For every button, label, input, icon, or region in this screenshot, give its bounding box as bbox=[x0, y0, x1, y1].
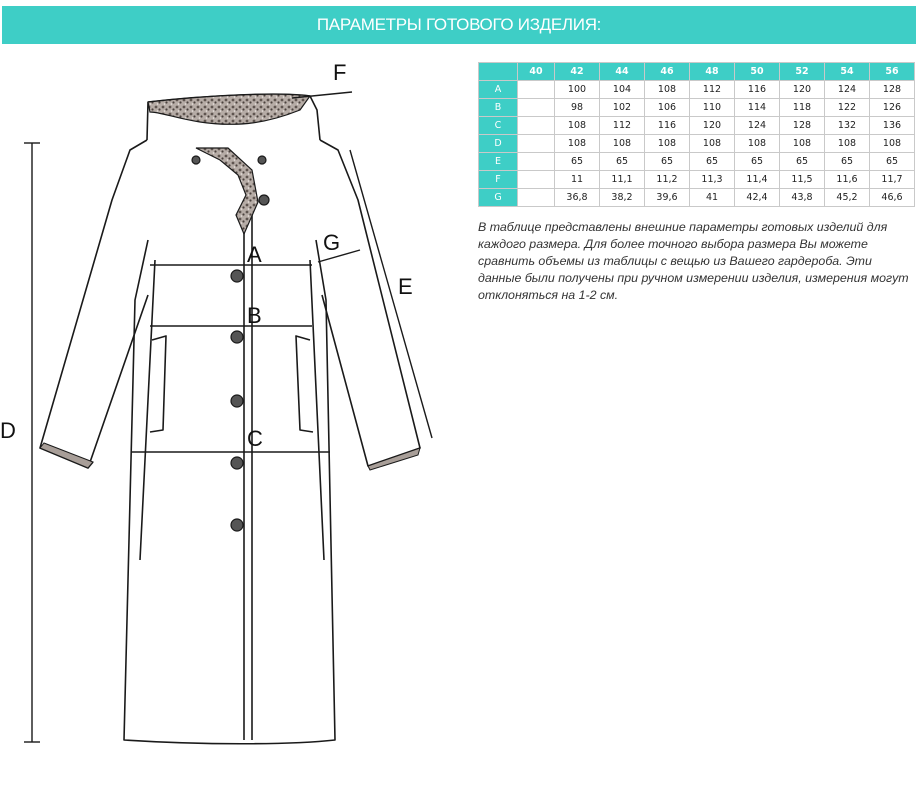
measurement-label-g: G bbox=[323, 230, 341, 255]
measurement-label-b: B bbox=[247, 303, 262, 328]
table-cell bbox=[518, 81, 555, 99]
table-cell: 65 bbox=[555, 153, 600, 171]
table-cell: 65 bbox=[825, 153, 870, 171]
table-cell bbox=[518, 153, 555, 171]
measurement-note: В таблице представлены внешние параметры готовых изделий для каждого размера. Для более точного выбора размера Вы можете сравнить объемы из таблицы с вещью из Вашего гардероба. Эти данные были получены при ручном измерении изделия, измерения могут отклоняться на 1-2 см. bbox=[478, 220, 909, 302]
row-label: E bbox=[479, 153, 518, 171]
table-cell: 11,1 bbox=[600, 171, 645, 189]
table-cell: 124 bbox=[825, 81, 870, 99]
table-cell: 114 bbox=[735, 99, 780, 117]
table-cell: 42,4 bbox=[735, 189, 780, 207]
coat-button bbox=[231, 270, 243, 282]
row-label: F bbox=[479, 171, 518, 189]
measurement-label-c: C bbox=[247, 426, 263, 451]
table-cell: 108 bbox=[780, 135, 825, 153]
measurement-label-d: D bbox=[0, 418, 16, 443]
table-cell: 110 bbox=[690, 99, 735, 117]
measurement-label-a: A bbox=[247, 242, 262, 267]
table-cell: 108 bbox=[645, 81, 690, 99]
coat-button bbox=[231, 395, 243, 407]
size-header: 40 bbox=[518, 63, 555, 81]
table-cell: 108 bbox=[600, 135, 645, 153]
table-cell: 11,7 bbox=[870, 171, 915, 189]
table-row bbox=[479, 135, 915, 153]
page-title: ПАРАМЕТРЫ ГОТОВОГО ИЗДЕЛИЯ: bbox=[316, 15, 602, 34]
table-cell: 124 bbox=[735, 117, 780, 135]
table-cell: 41 bbox=[690, 189, 735, 207]
fur-collar-trim bbox=[196, 148, 258, 234]
size-header: 56 bbox=[870, 63, 915, 81]
table-cell: 108 bbox=[555, 135, 600, 153]
size-header: 46 bbox=[645, 63, 690, 81]
table-cell: 38,2 bbox=[600, 189, 645, 207]
table-cell: 102 bbox=[600, 99, 645, 117]
table-row bbox=[479, 153, 915, 171]
table-cell: 136 bbox=[870, 117, 915, 135]
table-row bbox=[479, 81, 915, 99]
table-cell: 11,4 bbox=[735, 171, 780, 189]
size-table bbox=[478, 62, 915, 207]
table-cell: 120 bbox=[690, 117, 735, 135]
table-cell: 43,8 bbox=[780, 189, 825, 207]
table-cell: 112 bbox=[690, 81, 735, 99]
size-header: 48 bbox=[690, 63, 735, 81]
size-header: 54 bbox=[825, 63, 870, 81]
table-cell: 112 bbox=[600, 117, 645, 135]
coat-sketch bbox=[0, 56, 470, 756]
table-cell bbox=[518, 189, 555, 207]
table-cell: 11,5 bbox=[780, 171, 825, 189]
size-header: 42 bbox=[555, 63, 600, 81]
table-cell: 65 bbox=[690, 153, 735, 171]
table-cell: 36,8 bbox=[555, 189, 600, 207]
coat-outline bbox=[40, 94, 420, 744]
table-cell: 108 bbox=[735, 135, 780, 153]
row-label: G bbox=[479, 189, 518, 207]
size-header: 44 bbox=[600, 63, 645, 81]
row-label: D bbox=[479, 135, 518, 153]
table-cell: 132 bbox=[825, 117, 870, 135]
table-cell: 65 bbox=[870, 153, 915, 171]
row-label: A bbox=[479, 81, 518, 99]
table-cell: 11,3 bbox=[690, 171, 735, 189]
table-row bbox=[479, 171, 915, 189]
table-cell: 65 bbox=[645, 153, 690, 171]
table-cell: 11,2 bbox=[645, 171, 690, 189]
table-cell: 104 bbox=[600, 81, 645, 99]
table-cell: 11,6 bbox=[825, 171, 870, 189]
table-cell: 106 bbox=[645, 99, 690, 117]
table-cell: 108 bbox=[825, 135, 870, 153]
table-cell: 65 bbox=[735, 153, 780, 171]
row-label: C bbox=[479, 117, 518, 135]
table-cell: 11 bbox=[555, 171, 600, 189]
coat-button bbox=[259, 195, 269, 205]
table-cell: 100 bbox=[555, 81, 600, 99]
size-header-row bbox=[479, 63, 915, 81]
table-cell bbox=[518, 117, 555, 135]
table-corner-cell bbox=[479, 63, 518, 81]
coat-button bbox=[231, 519, 243, 531]
table-cell: 122 bbox=[825, 99, 870, 117]
table-cell: 128 bbox=[870, 81, 915, 99]
size-header: 50 bbox=[735, 63, 780, 81]
coat-buttons bbox=[192, 156, 269, 531]
table-cell: 116 bbox=[735, 81, 780, 99]
table-cell: 126 bbox=[870, 99, 915, 117]
table-cell: 98 bbox=[555, 99, 600, 117]
table-row bbox=[479, 99, 915, 117]
table-cell bbox=[518, 135, 555, 153]
table-row bbox=[479, 117, 915, 135]
table-cell: 108 bbox=[870, 135, 915, 153]
row-label: B bbox=[479, 99, 518, 117]
coat-button bbox=[231, 457, 243, 469]
coat-button bbox=[231, 331, 243, 343]
fur-right-cuff bbox=[368, 448, 420, 470]
table-cell: 128 bbox=[780, 117, 825, 135]
table-cell: 108 bbox=[555, 117, 600, 135]
table-cell: 120 bbox=[780, 81, 825, 99]
coat-button bbox=[192, 156, 200, 164]
page-title-banner bbox=[2, 6, 916, 44]
measurement-lines bbox=[24, 92, 432, 742]
table-cell: 118 bbox=[780, 99, 825, 117]
table-cell: 46,6 bbox=[870, 189, 915, 207]
table-cell: 108 bbox=[645, 135, 690, 153]
table-cell: 65 bbox=[780, 153, 825, 171]
table-cell: 45,2 bbox=[825, 189, 870, 207]
fur-left-cuff bbox=[40, 443, 93, 468]
measurement-label-e: E bbox=[398, 274, 413, 299]
table-cell bbox=[518, 99, 555, 117]
size-header: 52 bbox=[780, 63, 825, 81]
table-cell bbox=[518, 171, 555, 189]
table-row bbox=[479, 189, 915, 207]
table-cell: 116 bbox=[645, 117, 690, 135]
coat-button bbox=[258, 156, 266, 164]
measurement-label-f: F bbox=[333, 60, 347, 85]
table-cell: 39,6 bbox=[645, 189, 690, 207]
table-cell: 65 bbox=[600, 153, 645, 171]
table-cell: 108 bbox=[690, 135, 735, 153]
